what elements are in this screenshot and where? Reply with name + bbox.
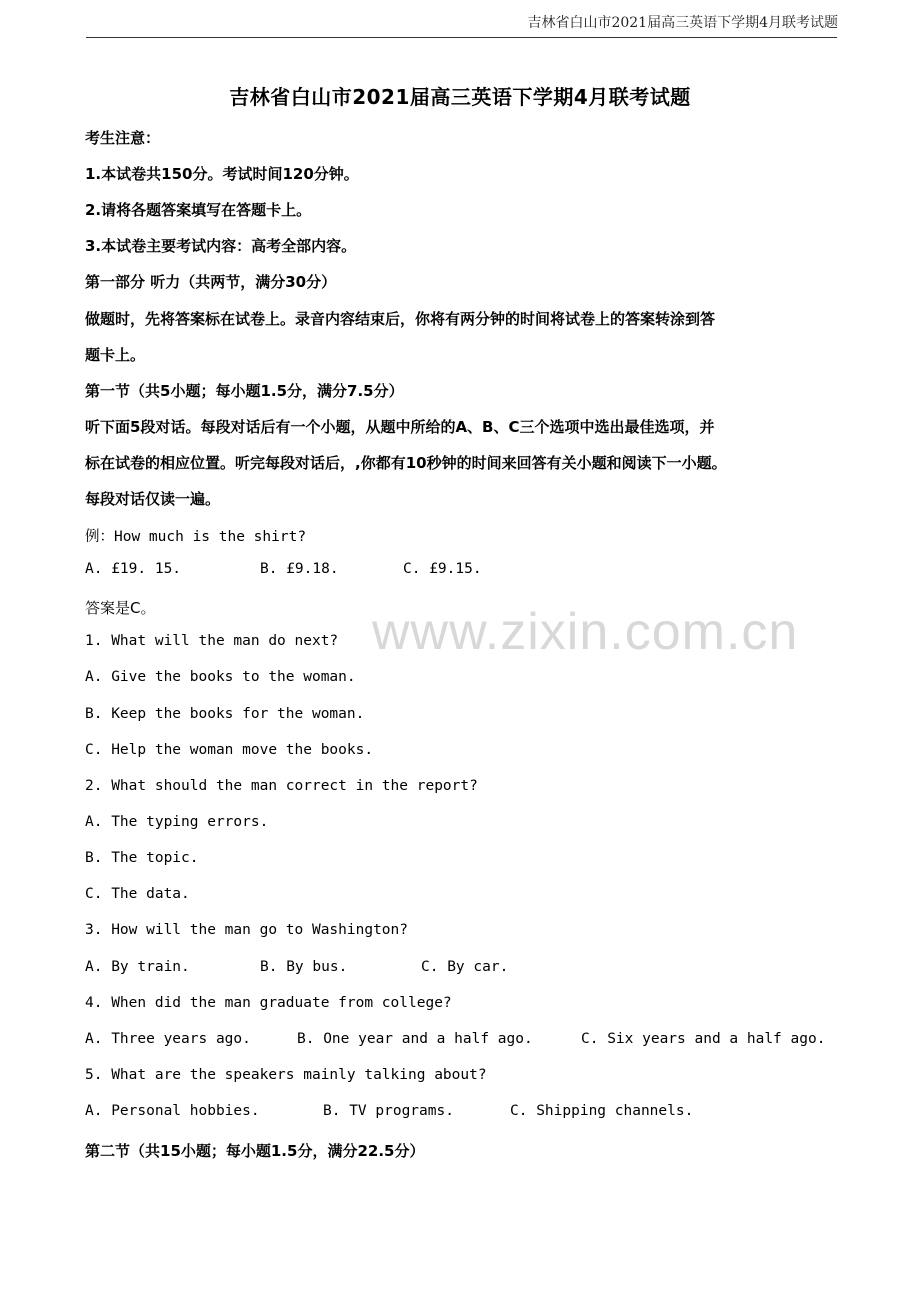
question-3-option-c: C. By car. [421, 959, 509, 975]
header-rule [86, 37, 837, 38]
question-2-option-b: B. The topic. [85, 850, 199, 866]
question-1-option-a: A. Give the books to the woman. [85, 669, 356, 685]
running-header: 吉林省白山市2021届高三英语下学期4月联考试题 [527, 15, 838, 31]
question-4-option-a: A. Three years ago. [85, 1031, 251, 1047]
question-3-option-b: B. By bus. [260, 959, 348, 975]
question-1-option-b: B. Keep the books for the woman. [85, 706, 365, 722]
question-3-stem: 3. How will the man go to Washington? [85, 922, 409, 938]
note-3: 3.本试卷主要考试内容：高考全部内容。 [85, 237, 357, 255]
section1-instructions-line-2: 标在试卷的相应位置。听完每段对话后，,你都有10秒钟的时间来回答有关小题和阅读下一小题。 [85, 454, 727, 472]
section1-instructions-line-3: 每段对话仅读一遍。 [85, 490, 221, 508]
example-option-a: A. £19. 15. [85, 561, 182, 577]
notes-heading: 考生注意： [85, 129, 161, 147]
question-5-option-a: A. Personal hobbies. [85, 1103, 260, 1119]
question-5-option-b: B. TV programs. [323, 1103, 454, 1119]
example-option-b: B. £9.18. [260, 561, 339, 577]
question-4-stem: 4. When did the man graduate from college? [85, 995, 452, 1011]
note-1: 1.本试卷共150分。考试时间120分钟。 [85, 165, 359, 183]
question-2-option-a: A. The typing errors. [85, 814, 269, 830]
watermark: www.zixin.com.cn [372, 603, 799, 661]
question-4-option-c: C. Six years and a half ago. [581, 1031, 826, 1047]
part1-instructions-line-2: 题卡上。 [85, 346, 146, 364]
document-title: 吉林省白山市2021届高三英语下学期4月联考试题 [229, 85, 691, 109]
example-option-c: C. £9.15. [403, 561, 482, 577]
question-4-option-b: B. One year and a half ago. [297, 1031, 533, 1047]
question-1-option-c: C. Help the woman move the books. [85, 742, 374, 758]
question-5-stem: 5. What are the speakers mainly talking about? [85, 1067, 487, 1083]
part1-heading: 第一部分 听力（共两节，满分30分） [85, 273, 337, 291]
part1-instructions-line-1: 做题时，先将答案标在试卷上。录音内容结束后，你将有两分钟的时间将试卷上的答案转涂到答 [85, 310, 716, 328]
question-5-option-c: C. Shipping channels. [510, 1103, 694, 1119]
example-question: 例：How much is the shirt? [85, 529, 307, 545]
section1-instructions-line-1: 听下面5段对话。每段对话后有一个小题，从题中所给的A、B、C三个选项中选出最佳选项，并 [85, 418, 715, 436]
section1-heading: 第一节（共5小题；每小题1.5分，满分7.5分） [85, 382, 404, 400]
question-2-stem: 2. What should the man correct in the report? [85, 778, 478, 794]
question-2-option-c: C. The data. [85, 886, 190, 902]
question-1-stem: 1. What will the man do next? [85, 633, 339, 649]
example-answer: 答案是C。 [85, 599, 156, 617]
section2-heading: 第二节（共15小题；每小题1.5分，满分22.5分） [85, 1142, 425, 1160]
note-2: 2.请将各题答案填写在答题卡上。 [85, 201, 312, 219]
question-3-option-a: A. By train. [85, 959, 190, 975]
